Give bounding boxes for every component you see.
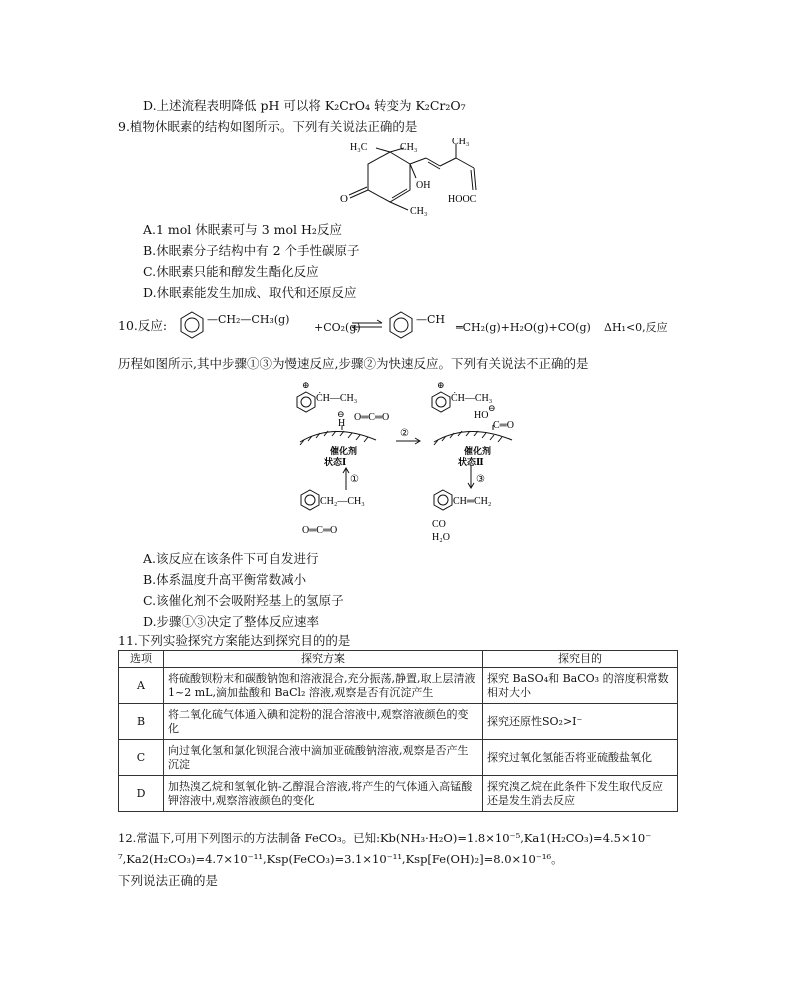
row-plan: 将二氧化硫气体通入碘和淀粉的混合溶液中,观察溶液颜色的变化 — [164, 704, 483, 740]
row-goal: 探究溴乙烷在此条件下发生取代反应还是发生消去反应 — [483, 776, 678, 812]
q9-option-c: C.休眠素只能和醇发生酯化反应 — [143, 264, 319, 279]
state-1-label: 状态Ⅰ — [324, 457, 347, 467]
table-header-row — [119, 651, 678, 668]
oh-label: OH — [416, 180, 431, 191]
q11-stem: 11.下列实验探究方案能达到探究目的的是 — [118, 633, 351, 648]
row-option: C — [119, 740, 164, 776]
adsorbed-h: H — [338, 418, 346, 429]
abscisic-acid-structure — [330, 138, 500, 220]
q9-stem: 9.植物休眠素的结构如图所示。下列有关说法正确的是 — [118, 119, 418, 134]
carbocation-plus-2: ⊕ — [437, 380, 445, 390]
row-goal: 探究还原性SO₂>I⁻ — [483, 704, 678, 740]
row-option: A — [119, 668, 164, 704]
q10-products: ═CH₂(g)+H₂O(g)+CO(g) — [456, 321, 591, 334]
q10-product-ch: —CH — [416, 313, 446, 326]
q9-option-a: A.1 mol 休眠素可与 3 mol H₂反应 — [143, 222, 342, 237]
co-product: CO — [432, 519, 446, 530]
styrene-chain: CH═CH₂ — [453, 496, 492, 507]
q10-reactant: —CH₂—CH₃(g) — [207, 313, 290, 326]
header-goal: 探究目的 — [483, 651, 678, 668]
row-plan: 向过氧化氢和氯化钡混合液中滴加亚硫酸钠溶液,观察是否产生沉淀 — [164, 740, 483, 776]
ethylbenzene-chain: CH₂—CH₃ — [320, 496, 365, 507]
catalyst-label-2: 催化剂 — [464, 446, 492, 456]
q12-line-2: ⁷,Ka2(H₂CO₃)=4.7×10⁻¹¹,Ksp(FeCO₃)=3.1×10⁻¹¹,Ksp[Fe(OH)₂]=8.0×10⁻¹⁶。 — [118, 852, 563, 866]
h2o-product: H₂O — [432, 532, 450, 543]
q10-stem: 历程如图所示,其中步骤①③为慢速反应,步骤②为快速反应。下列有关说法不正确的是 — [118, 356, 589, 371]
carbocation-plus-1: ⊕ — [302, 380, 310, 390]
q10-option-b: B.体系温度升高平衡常数减小 — [143, 572, 307, 587]
intermediate-ch-ch3-2: ĊH—CH₃ — [451, 393, 493, 404]
hydride-minus: ⊖ — [337, 409, 345, 419]
reaction-mechanism-diagram — [288, 378, 558, 548]
adsorbed-co2: O═C═O — [354, 412, 390, 423]
row-goal: 探究过氧化氢能否将亚硫酸盐氧化 — [483, 740, 678, 776]
row-goal: 探究 BaSO₄和 BaCO₃ 的溶度积常数相对大小 — [483, 668, 678, 704]
equilibrium-arrow — [350, 318, 384, 332]
q9-option-d: D.休眠素能发生加成、取代和还原反应 — [143, 285, 357, 300]
step-3-label: ③ — [476, 474, 485, 485]
experiment-table — [118, 650, 678, 812]
hydroxyl-ho: HO — [474, 410, 489, 421]
step-1-label: ① — [350, 474, 359, 485]
ketone-o-label: O — [340, 193, 348, 205]
q10-option-d: D.步骤①③决定了整体反应速率 — [143, 614, 320, 629]
q10-delta-h: ΔH₁<0,反应 — [604, 321, 668, 334]
table-row — [119, 668, 678, 704]
header-option: 选项 — [119, 651, 164, 668]
ch3-label-top: CH₃ — [452, 138, 470, 147]
table-row — [119, 704, 678, 740]
ch3-label-b: CH₃ — [400, 142, 418, 153]
state-2-label: 状态Ⅱ — [458, 457, 484, 467]
benzene-ring-product — [386, 310, 416, 340]
intermediate-ch-ch3-1: ĊH—CH₃ — [316, 393, 358, 404]
row-plan: 将硫酸钡粉末和碳酸钠饱和溶液混合,充分振荡,静置,取上层清液 1~2 mL,滴加盐酸和 BaCl₂ 溶液,观察是否有沉淀产生 — [164, 668, 483, 704]
table-row — [119, 740, 678, 776]
q10-prefix: 10.反应: — [118, 318, 168, 333]
q9-option-b: B.休眠素分子结构中有 2 个手性碳原子 — [143, 243, 360, 258]
q10-co2: +CO₂(g) — [314, 321, 361, 334]
row-option: D — [119, 776, 164, 812]
co2-bottom: O═C═O — [302, 525, 338, 536]
row-plan: 加热溴乙烷和氢氧化钠-乙醇混合溶液,将产生的气体通入高锰酸钾溶液中,观察溶液颜色的变化 — [164, 776, 483, 812]
header-plan: 探究方案 — [164, 651, 483, 668]
q10-option-c: C.该催化剂不会吸附羟基上的氢原子 — [143, 593, 344, 608]
q10-option-a: A.该反应在该条件下可自发进行 — [143, 551, 319, 566]
ch3-ring-label: CH₃ — [410, 206, 428, 217]
catalyst-label-1: 催化剂 — [330, 446, 358, 456]
table-row — [119, 776, 678, 812]
adsorbed-c-o: C═O — [493, 420, 514, 431]
q12-line-1: 12.常温下,可用下列图示的方法制备 FeCO₃。已知:Kb(NH₃·H₂O)=1.8×10⁻⁵,Ka1(H₂CO₃)=4.5×10⁻ — [118, 831, 652, 845]
cooh-label: HOOC — [448, 194, 477, 205]
ch3-label-a: H₃C — [350, 142, 368, 153]
row-option: B — [119, 704, 164, 740]
q8-option-d: D.上述流程表明降低 pH 可以将 K₂CrO₄ 转变为 K₂Cr₂O₇ — [143, 98, 466, 113]
q12-line-3: 下列说法正确的是 — [118, 873, 219, 888]
benzene-ring-reactant — [177, 310, 207, 340]
formate-minus: ⊖ — [488, 403, 496, 413]
step-2-label: ② — [400, 428, 409, 439]
